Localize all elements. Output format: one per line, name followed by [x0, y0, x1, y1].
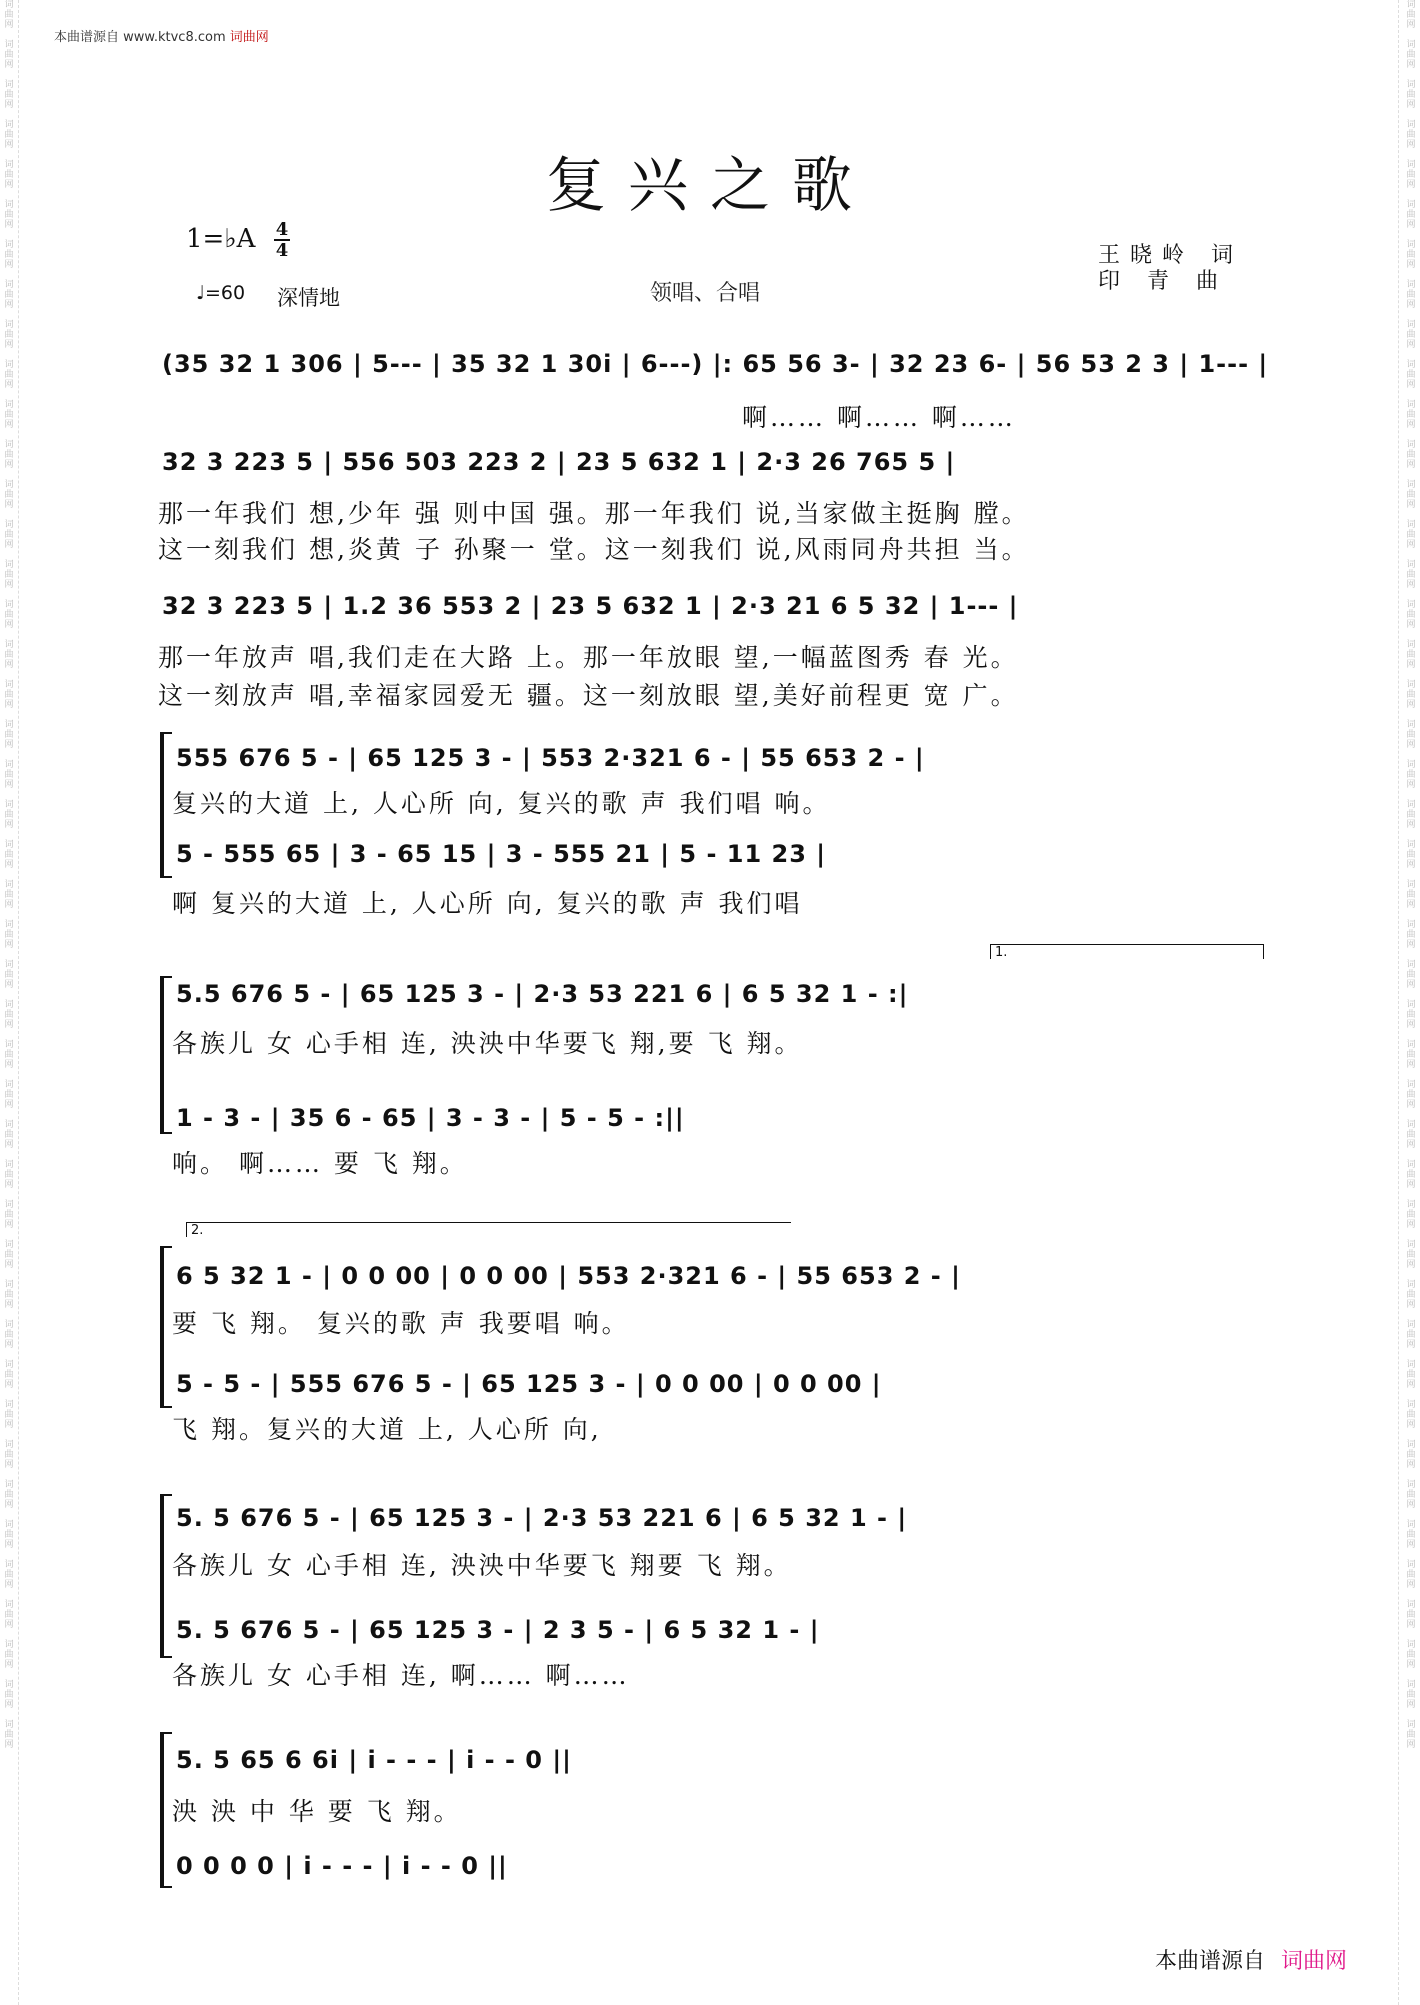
lyric-line-2-verse-1: 那一年我们 想,少年 强 则中国 强。那一年我们 说,当家做主挺胸 膛。	[158, 499, 1030, 528]
lyric-line-4-lower: 啊 复兴的大道 上, 人心所 向, 复兴的歌 声 我们唱	[172, 889, 803, 918]
right-margin-watermark: 词 曲 网 词 曲 网 词 曲 网 词 曲 网 词 曲 网 词 曲 网 词 曲 网 词 曲 网 词 曲 网 词 曲 网 词 曲 网 词 曲 网 词 曲 网 词 曲 网 词 曲 网 词 曲 网 词 曲 网 词 曲 网 词 曲 网 词 曲 网 词 曲 网 词 曲 网 词 曲 网 词 曲 网 词 曲 网 词 曲 网 词 曲 网 词 曲 网 词 曲 网 词 曲 网 词 曲 网 词 曲 网 词 曲 网 词 曲 网 词 曲 网 词 曲 网 词 曲 网 词 曲 网 词 曲 网 词 曲 网 词 曲 网 词 曲 网 词 曲 网 词 曲 网	[1406, 0, 1416, 1750]
source-site: 词曲网	[229, 30, 269, 45]
score-line-6-upper: 6 5 32 1 - | 0 0 00 | 0 0 00 | 553 2·321 6 - | 55 653 2 - |	[176, 1262, 961, 1290]
lyric-line-6-lower: 飞 翔。复兴的大道 上, 人心所 向,	[172, 1415, 602, 1444]
system-bracket-6	[160, 1246, 172, 1408]
lyric-line-2-verse-2: 这一刻我们 想,炎黄 子 孙聚一 堂。这一刻我们 说,风雨同舟共担 当。	[158, 535, 1030, 564]
tempo-mark: ♩=60	[196, 282, 246, 304]
song-title: 复兴之歌	[546, 151, 874, 221]
lyric-line-7-lower: 各族儿 女 心手相 连, 啊…… 啊……	[172, 1661, 630, 1690]
score-line-7-upper: 5. 5 676 5 - | 65 125 3 - | 2·3 53 221 6 | 6 5 32 1 - |	[176, 1504, 908, 1532]
lyric-line-3-verse-1: 那一年放声 唱,我们走在大路 上。那一年放眼 望,一幅蓝图秀 春 光。	[158, 643, 1019, 672]
time-signature	[274, 220, 290, 260]
right-margin-line	[1398, 0, 1399, 2005]
source-footer	[1155, 1944, 1347, 1975]
score-line-3: 32 3 223 5 | 1.2 36 553 2 | 23 5 632 1 | 2·3 21 6 5 32 | 1--- |	[162, 592, 1019, 620]
volta-2: 2.	[186, 1222, 791, 1237]
part-label: 领唱、合唱	[650, 281, 761, 306]
source-header	[54, 26, 269, 45]
system-bracket-4	[160, 732, 172, 878]
system-bracket-7	[160, 1494, 172, 1658]
score-line-1: (35 32 1 306 | 5--- | 35 32 1 30i | 6---) |: 65 56 3- | 32 23 6- | 56 53 2 3 | 1--- |	[162, 350, 1269, 378]
lyric-line-6-upper: 要 飞 翔。 复兴的歌 声 我要唱 响。	[172, 1309, 630, 1338]
time-signature-top: 4	[275, 219, 289, 240]
left-margin-line	[18, 0, 19, 2005]
score-line-7-lower: 5. 5 676 5 - | 65 125 3 - | 2 3 5 - | 6 5 32 1 - |	[176, 1616, 820, 1644]
system-bracket-8	[160, 1732, 172, 1888]
footer-source-prefix: 本曲谱源自	[1155, 1949, 1266, 1974]
key-signature: 1=♭A	[186, 224, 256, 254]
score-line-4-upper: 555 676 5 - | 65 125 3 - | 553 2·321 6 - | 55 653 2 - |	[176, 744, 925, 772]
score-line-8-lower: 0 0 0 0 | i - - - | i - - 0 ||	[176, 1852, 508, 1880]
expression-mark: 深情地	[277, 286, 340, 310]
lyricist-credit: 王晓岭 词	[1098, 243, 1243, 268]
source-prefix: 本曲谱源自	[54, 30, 120, 45]
volta-1: 1.	[990, 944, 1264, 959]
score-line-2: 32 3 223 5 | 556 503 223 2 | 23 5 632 1 | 2·3 26 765 5 |	[162, 448, 956, 476]
lyric-line-4-upper: 复兴的大道 上, 人心所 向, 复兴的歌 声 我们唱 响。	[172, 789, 831, 818]
footer-source-site: 词曲网	[1281, 1949, 1348, 1974]
lyric-line-5-upper: 各族儿 女 心手相 连, 泱泱中华要飞 翔,要 飞 翔。	[172, 1029, 803, 1058]
lyric-line-1: 啊…… 啊…… 啊……	[742, 403, 1016, 432]
score-line-5-lower: 1 - 3 - | 35 6 - 65 | 3 - 3 - | 5 - 5 - :||	[176, 1104, 685, 1132]
score-line-4-lower: 5 - 555 65 | 3 - 65 15 | 3 - 555 21 | 5 - 11 23 |	[176, 840, 827, 868]
lyric-line-7-upper: 各族儿 女 心手相 连, 泱泱中华要飞 翔要 飞 翔。	[172, 1551, 792, 1580]
source-url: www.ktvc8.com	[123, 30, 226, 45]
lyric-line-3-verse-2: 这一刻放声 唱,幸福家园爱无 疆。这一刻放眼 望,美好前程更 宽 广。	[158, 681, 1019, 710]
composer-credit: 印 青 曲	[1098, 269, 1228, 294]
score-line-6-lower: 5 - 5 - | 555 676 5 - | 65 125 3 - | 0 0 00 | 0 0 00 |	[176, 1370, 882, 1398]
score-line-5-upper: 5.5 676 5 - | 65 125 3 - | 2·3 53 221 6 | 6 5 32 1 - :|	[176, 980, 909, 1008]
lyric-line-8-upper: 泱 泱 中 华 要 飞 翔。	[172, 1797, 462, 1826]
score-line-8-upper: 5. 5 65 6 6i | i - - - | i - - 0 ||	[176, 1746, 572, 1774]
time-signature-bottom: 4	[275, 240, 289, 261]
lyric-line-5-lower: 响。 啊…… 要 飞 翔。	[172, 1149, 468, 1178]
left-margin-watermark: 词 曲 网 词 曲 网 词 曲 网 词 曲 网 词 曲 网 词 曲 网 词 曲 网 词 曲 网 词 曲 网 词 曲 网 词 曲 网 词 曲 网 词 曲 网 词 曲 网 词 曲 网 词 曲 网 词 曲 网 词 曲 网 词 曲 网 词 曲 网 词 曲 网 词 曲 网 词 曲 网 词 曲 网 词 曲 网 词 曲 网 词 曲 网 词 曲 网 词 曲 网 词 曲 网 词 曲 网 词 曲 网 词 曲 网 词 曲 网 词 曲 网 词 曲 网 词 曲 网 词 曲 网 词 曲 网 词 曲 网 词 曲 网 词 曲 网 词 曲 网 词 曲 网	[4, 0, 14, 1750]
system-bracket-5	[160, 976, 172, 1134]
